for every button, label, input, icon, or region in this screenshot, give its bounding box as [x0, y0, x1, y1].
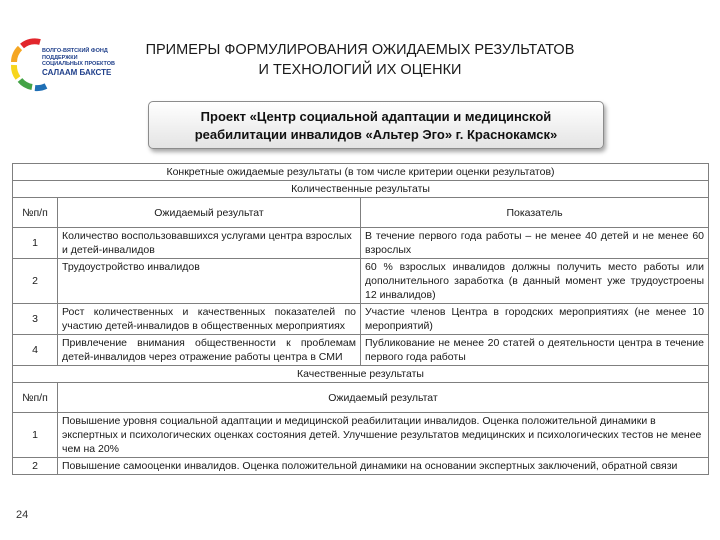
row-num: 2 — [13, 458, 58, 475]
qualitative-header-cell: Качественные результаты — [13, 366, 709, 383]
page-number: 24 — [16, 509, 29, 521]
row-result: Трудоустройство инвалидов — [58, 259, 361, 304]
row-num: 4 — [13, 335, 58, 366]
project-line2: реабилитации инвалидов «Альтер Эго» г. Краснокамск» — [194, 127, 558, 142]
row-result: Повышение уровня социальной адаптации и медицинской реабилитации инвалидов. Оценка положительной динамики в экспертных и психологических оценках состояния детей. Улучшение результатов медицинских и психологических тестов не менее чем на 20% — [58, 413, 709, 458]
row-num: 1 — [13, 228, 58, 259]
section-header-row — [13, 366, 709, 383]
top-header-cell: Конкретные ожидаемые результаты (в том числе критерии оценки результатов) — [13, 164, 709, 181]
row-result: Повышение самооценки инвалидов. Оценка положительной динамики на основании экспертных заключений, обратной связи — [58, 458, 709, 475]
page-title — [100, 40, 620, 80]
col-expected-header: Ожидаемый результат — [58, 198, 361, 228]
table-header-row — [13, 164, 709, 181]
table-row — [13, 335, 709, 366]
row-num: 3 — [13, 304, 58, 335]
column-header-row — [13, 198, 709, 228]
row-indicator: Участие членов Центра в городских мероприятиях (не менее 10 мероприятий) — [361, 304, 709, 335]
row-result: Привлечение внимания общественности к проблемам детей-инвалидов через отражение работы центра в СМИ — [58, 335, 361, 366]
project-title-box — [148, 101, 604, 149]
row-num: 1 — [13, 413, 58, 458]
column-header-row — [13, 383, 709, 413]
col-indicator-header: Показатель — [361, 198, 709, 228]
table-row — [13, 228, 709, 259]
logo-text-line2: СОЦИАЛЬНЫХ ПРОЕКТОВ — [42, 61, 115, 67]
title-line2: И ТЕХНОЛОГИЙ ИХ ОЦЕНКИ — [258, 62, 462, 78]
row-num: 2 — [13, 259, 58, 304]
section-header-row — [13, 181, 709, 198]
title-line1: ПРИМЕРЫ ФОРМУЛИРОВАНИЯ ОЖИДАЕМЫХ РЕЗУЛЬТАТОВ — [145, 42, 575, 58]
qualitative-col-expected-header: Ожидаемый результат — [58, 383, 709, 413]
row-indicator: Публикование не менее 20 статей о деятельности центра в течение первого года работы — [361, 335, 709, 366]
qualitative-col-num-header: №п/п — [13, 383, 58, 413]
table-row — [13, 259, 709, 304]
logo-text-line1: ВОЛГО-ВЯТСКИЙ ФОНД ПОДДЕРЖКИ — [42, 48, 108, 61]
table-row — [13, 458, 709, 475]
table-row — [13, 304, 709, 335]
row-indicator: В течение первого года работы – не менее 40 детей и не менее 60 взрослых — [361, 228, 709, 259]
logo-text-line3: САЛААМ БАКСТЕ — [42, 67, 112, 77]
row-indicator: 60 % взрослых инвалидов должны получить место работы или дополнительного заработка (в данный момент уже трудоустроены 12 инвалидов) — [361, 259, 709, 304]
results-table — [12, 163, 709, 475]
project-line1: Проект «Центр социальной адаптации и медицинской — [200, 109, 552, 124]
row-result: Количество воспользовавшихся услугами центра взрослых и детей-инвалидов — [58, 228, 361, 259]
quantitative-header-cell: Количественные результаты — [13, 181, 709, 198]
col-num-header: №п/п — [13, 198, 58, 228]
table-row — [13, 413, 709, 458]
row-result: Рост количественных и качественных показателей по участию детей-инвалидов в общественных мероприятиях — [58, 304, 361, 335]
